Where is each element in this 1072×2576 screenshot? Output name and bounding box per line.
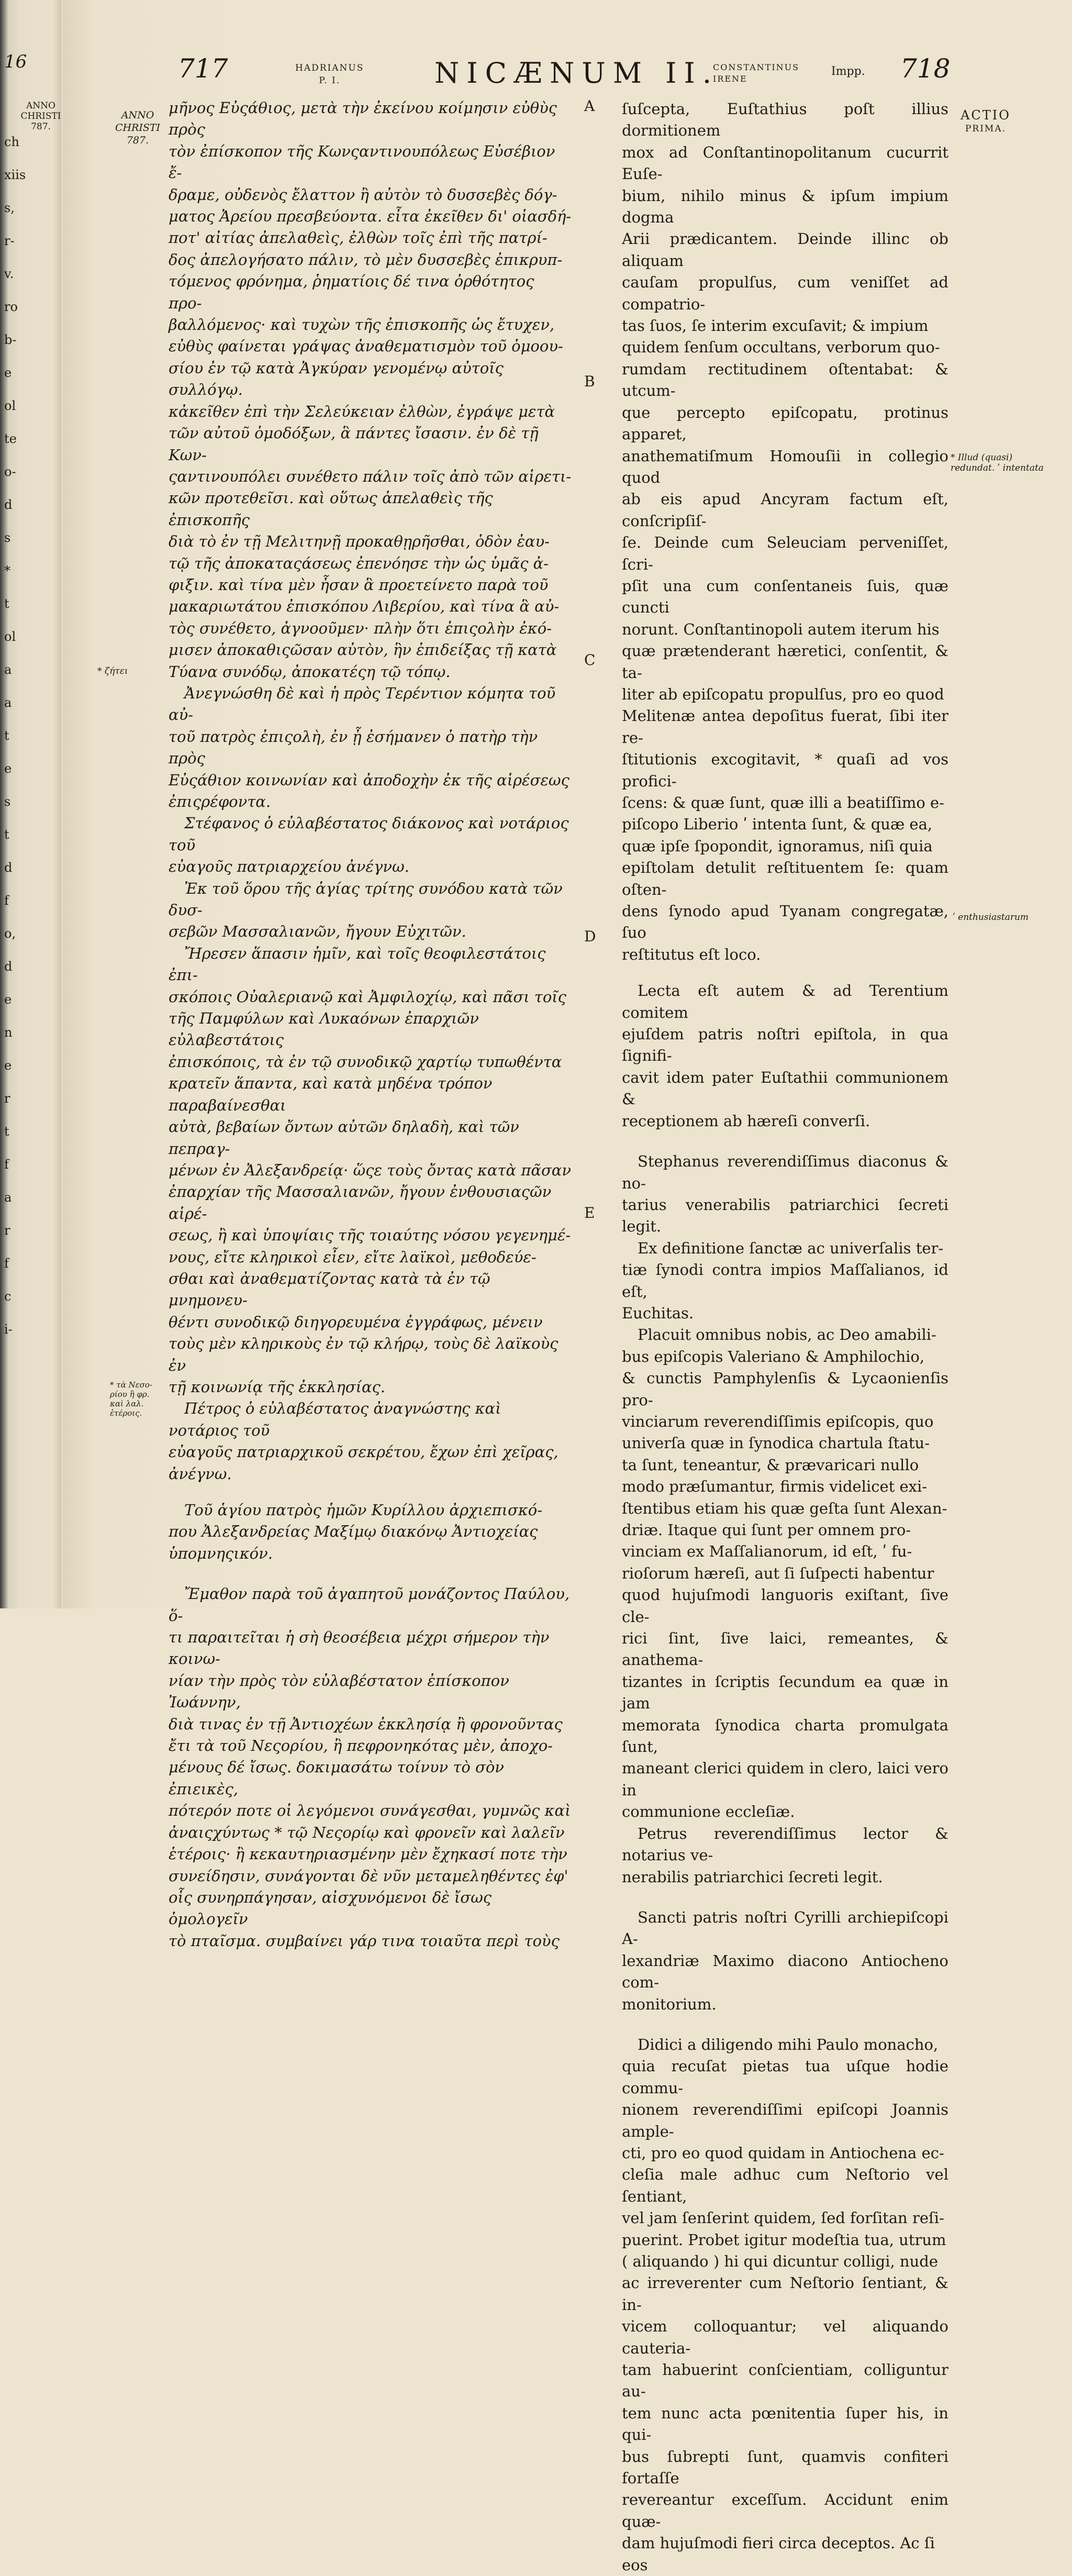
text-line: memorata ſynodica charta promulgata ſunt, — [622, 1716, 948, 1756]
gutter-year-note: ANNO CHRISTI 787. — [20, 101, 61, 132]
text-line: ſuſcepta, Euſtathius poſt illius dormitionem — [622, 100, 948, 140]
text-line: Πέτρος ὁ εὐλαβέστατος ἀναγνώστης καὶ νοτάριος τοῦ — [169, 1400, 501, 1439]
left-page-gutter — [0, 0, 63, 1608]
text-line: τοῦ πατρὸς ἐπιςολὴ, ἐν ᾗ ἐσήμανεν ὁ πατὴρ τὴν πρὸς — [169, 727, 538, 768]
text-line: ( aliquando ) hi qui dicuntur colligi, nude — [622, 2252, 938, 2270]
text-line: σίου ἐν τῷ κατὰ Ἀγκύραν γενομένῳ αὐτοῖς συλλόγῳ. — [169, 359, 504, 399]
text-line: ἐπαρχίαν τῆς Μασσαλιανῶν, ἤγουν ἐνθουσιαςῶν αἱρέ- — [169, 1183, 552, 1223]
section-letter-a: A — [584, 97, 595, 115]
header-emperor-1: CONSTANTINUS — [713, 62, 800, 72]
text-line: Ex definitione ſanctæ ac univerſalis ter- — [638, 1239, 944, 1257]
text-line: nerabilis patriarchici ſecreti legit. — [622, 1868, 883, 1886]
margin-note-enthusiastarum: ʹ enthusiastarum — [953, 912, 1029, 923]
text-line: εὐαγοῦς πατριαρχείου ἀνέγνω. — [169, 858, 409, 876]
text-line: ἀνέγνω. — [169, 1464, 232, 1483]
text-line: μένους δέ ἴσως. δοκιμασάτω τοίνυν τὸ σὸν ἐπιεικὲς, — [169, 1758, 504, 1798]
text-line: τόμενος φρόνημα, ῥηματίοις δέ τινα ὀρθότητος προ- — [169, 272, 534, 312]
text-line: tiæ ſynodi contra impios Maſſalianos, id eſt, — [622, 1261, 948, 1301]
text-line: τὸς συνέθετο, ἀγνοοῦμεν· πλὴν ὅτι ἐπιςολὴν ἐκό- — [169, 619, 552, 637]
text-line: Ἔμαθον παρὰ τοῦ ἀγαπητοῦ μονάζοντος Παύλου, ὅ- — [169, 1585, 570, 1625]
gutter-fragment: n — [4, 1025, 13, 1040]
gutter-fragment: t — [4, 1124, 9, 1139]
gutter-fragment: ch — [4, 135, 19, 149]
text-line: modo præſumantur, firmis videlicet exi- — [622, 1478, 928, 1496]
paragraph-gap — [622, 1888, 948, 1907]
gutter-fragment: * — [4, 563, 10, 578]
header-pope-name: HADRIANUS — [295, 63, 364, 73]
text-line: quidem ſenſum occultans, verborum quo- — [622, 338, 940, 357]
text-line: cauſam propulſus, cum veniſſet ad compatrio- — [622, 273, 948, 313]
gutter-fragment: a — [4, 662, 12, 677]
text-line: διὰ τινας ἐν τῇ Ἀντιοχέων ἐκκλησίᾳ ἢ φρονοῦντας — [169, 1715, 563, 1733]
margin-note-zhtei: * ζήτει — [97, 666, 128, 676]
gutter-fragment: a — [4, 695, 12, 710]
gutter-fragment: te — [4, 431, 17, 446]
paragraph — [622, 98, 948, 965]
text-line: Ἤρεσεν ἅπασιν ἡμῖν, καὶ τοῖς θεοφιλεστάτοις ἐπι- — [169, 944, 546, 984]
text-line: εὐαγοῦς πατριαρχικοῦ σεκρέτου, ἔχων ἐπὶ χεῖρας, — [169, 1443, 559, 1461]
gutter-fragment: ro — [4, 299, 18, 314]
text-line: ἐπιςρέφοντα. — [169, 793, 271, 810]
text-line: συνείδησιν, συνάγονται δὲ νῦν μεταμεληθέντες ἐφ' — [169, 1867, 568, 1885]
paragraph — [169, 1398, 572, 1485]
text-line: Lecta eſt autem & ad Terentium comitem — [622, 982, 948, 1021]
section-letter-e: E — [584, 1204, 595, 1222]
gutter-fragment: s — [4, 530, 11, 545]
text-line: τῆς Παμφύλων καὶ Λυκαόνων ἐπαρχιῶν εὐλαβεστάτοις — [169, 1009, 479, 1049]
text-line: βαλλόμενος· καὶ τυχὼν τῆς ἐπισκοπῆς ὡς ἔτυχεν, — [169, 316, 555, 334]
text-line: τοὺς μὲν κληρικοὺς ἐν τῷ κλήρῳ, τοὺς δὲ λαϊκοὺς ἐν — [169, 1335, 559, 1374]
text-line: μῆνος Εὐςάθιος, μετὰ τὴν ἐκείνου κοίμησιν εὐθὺς πρὸς — [169, 99, 557, 139]
text-line: anathematiſmum Homouſii in collegio quod — [622, 447, 948, 486]
text-line: σεως, ἢ καὶ ὑποψίαις τῆς τοιαύτης νόσου γεγενημέ- — [169, 1226, 571, 1245]
gutter-fragment: r- — [4, 234, 15, 248]
gutter-fragment: i- — [4, 1322, 13, 1337]
gutter-fragment: e — [4, 365, 12, 380]
header-emperors — [713, 62, 799, 85]
text-line: τὸ πταῖσμα. συμβαίνει γάρ τινα τοιαῦτα περὶ τοὺς — [169, 1931, 560, 1950]
text-line: μακαριωτάτου ἐπισκόπου Λιβερίου, καὶ τίνα ἃ αὐ- — [169, 597, 560, 616]
gutter-fragment: f — [4, 893, 9, 908]
section-letter-c: C — [584, 651, 596, 669]
text-line: norunt. Conſtantinopoli autem iterum his — [622, 620, 940, 638]
gutter-fragment: s, — [4, 201, 15, 215]
text-line: bus epiſcopis Valeriano & Amphilochio, — [622, 1347, 925, 1365]
text-line: monitorium. — [622, 1995, 717, 2013]
text-line: αὐτὰ, βεβαίων ὄντων αὐτῶν δηλαδὴ, καὶ τῶν πεπραγ- — [169, 1118, 519, 1158]
gutter-fragment: d — [4, 860, 13, 875]
text-line: cavit idem pater Euſtathii communionem & — [622, 1068, 948, 1108]
text-line: σκόποις Οὐαλεριανῷ καὶ Ἀμφιλοχίῳ, καὶ πᾶσι τοῖς — [169, 987, 566, 1006]
gutter-fragment: c — [4, 1289, 12, 1304]
gutter-fragment: e — [4, 761, 12, 776]
text-line: cleſia male adhuc cum Neſtorio vel ſentiant, — [622, 2166, 948, 2205]
text-line: lexandriæ Maximo diacono Antiocheno com- — [622, 1951, 948, 1992]
text-line: εὐθὺς φαίνεται γράψας ἀναθεματισμὸν τοῦ ὁμοου- — [169, 337, 563, 356]
page-number-left: 717 — [178, 53, 228, 84]
text-line: pſit una cum conſentaneis ſuis, quæ cuncti — [622, 576, 948, 617]
text-line: quia recuſat pietas tua uſque hodie commu- — [622, 2057, 948, 2097]
text-line: κἀκεῖθεν ἐπὶ τὴν Σελεύκειαν ἐλθὼν, ἐγράψε μετὰ — [169, 402, 555, 420]
text-line: puerint. Probet igitur modeſtia tua, utrum — [622, 2230, 946, 2249]
text-line: vel jam ſenſerint quidem, ſed forſitan reſi- — [622, 2209, 944, 2227]
prima-label: PRIMA. — [965, 124, 1007, 134]
text-line: reſtitutus eſt loco. — [622, 945, 761, 963]
text-line: ςαντινουπόλει συνέθετο πάλιν τοῖς ἀπὸ τῶν αἱρετι- — [169, 467, 572, 485]
text-line: dens ſynodo apud Tyanam congregatæ, ſuo — [622, 902, 948, 942]
text-line: Didici a diligendo mihi Paulo monacho, — [638, 2035, 939, 2053]
gutter-page-number: 16 — [4, 51, 27, 72]
text-line: vinciarum reverendiſſimis epiſcopis, quo — [622, 1412, 934, 1430]
text-line: revereantur exceſſum. Accidunt enim quæ- — [622, 2491, 948, 2530]
text-line: θέντι συνοδικῷ διηγορευμένα ἐγγράφως, μένειν — [169, 1313, 543, 1331]
text-line: Petrus reverendiſſimus lector & notarius ve- — [622, 1824, 948, 1864]
text-line: νίαν τὴν πρὸς τὸν εὐλαβέστατον ἐπίσκοπον Ἰωάννην, — [169, 1671, 509, 1712]
text-line: ἐπισκόποις, τὰ ἐν τῷ συνοδικῷ χαρτίῳ τυπωθέντα — [169, 1052, 562, 1071]
text-line: τὸν ἐπίσκοπον τῆς Κωνςαντινουπόλεως Εὐσέβιον ἔ- — [169, 142, 555, 182]
text-line: quæ prætenderant hæretici, conſentit, & ta- — [622, 642, 948, 682]
text-line: τι παραιτεῖται ἡ σὴ θεοσέβεια μέχρι σήμερον τὴν κοινω- — [169, 1628, 550, 1668]
text-line: tizantes in ſcriptis ſecundum ea quæ in jam — [622, 1672, 948, 1713]
text-line: vinciam ex Maſſalianorum, id eſt, ʹ fu- — [622, 1542, 912, 1561]
gutter-fragment: t — [4, 827, 9, 842]
gutter-fragment: e — [4, 1058, 12, 1073]
text-line: Placuit omnibus nobis, ac Deo amabili- — [638, 1326, 936, 1344]
text-line: μένων ἐν Ἀλεξανδρείᾳ· ὥςε τοὺς ὄντας κατὰ πᾶσαν — [169, 1161, 572, 1179]
margin-year-note: ANNO CHRISTI 787. — [115, 109, 161, 146]
paragraph — [622, 1907, 948, 2015]
header-pope — [295, 62, 364, 87]
gutter-text-fragments — [4, 126, 26, 1346]
running-title: NICÆNUM II. — [434, 57, 719, 90]
text-line: communione eccleſiæ. — [622, 1803, 795, 1821]
paragraph — [169, 878, 572, 943]
gutter-fragment: f — [4, 1157, 9, 1172]
gutter-fragment: d — [4, 959, 13, 974]
text-line: nionem reverendiſſimi epiſcopi Joannis ample- — [622, 2101, 948, 2140]
text-line: quod hujuſmodi languoris exiſtant, ſive cle- — [622, 1586, 948, 1626]
text-line: ejuſdem patris noſtri epiſtola, in qua ſignifi- — [622, 1025, 948, 1065]
greek-column — [169, 97, 572, 1952]
text-line: tas ſuos, ſe interim excuſavit; & impium — [622, 317, 929, 335]
text-line: que percepto epiſcopatu, protinus apparet, — [622, 403, 948, 443]
text-line: bus ſubrepti ſunt, quamvis confiteri fortaſſe — [622, 2447, 948, 2488]
text-line: Sancti patris noſtri Cyrilli archiepiſcopi A- — [622, 1908, 948, 1948]
text-line: mox ad Conſtantinopolitanum cucurrit Euſe- — [622, 143, 948, 183]
text-line: maneant clerici quidem in clero, laici vero in — [622, 1759, 948, 1799]
text-line: tem nunc acta pœnitentia ſuper his, in qui- — [622, 2404, 948, 2444]
gutter-fragment: r — [4, 1223, 10, 1238]
text-line: cti, pro eo quod quidam in Antiochena ec- — [622, 2144, 944, 2162]
text-line: tam habuerint conſcientiam, colliguntur au- — [622, 2361, 948, 2401]
gutter-fragment: ol — [4, 629, 16, 644]
text-line: Arii prædicantem. Deinde illinc ob aliquam — [622, 230, 948, 270]
paragraph-gap — [622, 965, 948, 980]
text-line: rioſorum hæreſi, aut ſi ſuſpecti habentur — [622, 1564, 934, 1582]
text-line: κρατεῖν ἅπαντα, καὶ κατὰ μηδένα τρόπον παραβαίνεσθαι — [169, 1074, 493, 1114]
text-line: Melitenæ antea depoſitus fuerat, ſibi iter re- — [622, 707, 948, 747]
gutter-fragment: f — [4, 1256, 9, 1271]
paragraph-gap — [622, 2015, 948, 2034]
text-line: ἀναιςχύντως * τῷ Νεςορίῳ καὶ φρονεῖν καὶ λαλεῖν — [169, 1823, 565, 1841]
page-number-right: 718 — [900, 53, 951, 84]
text-line: receptionem ab hæreſi converſi. — [622, 1112, 870, 1130]
text-line: ab eis apud Ancyram factum eſt, conſcripſiſ- — [622, 490, 948, 530]
gutter-fragment: s — [4, 794, 11, 809]
gutter-fragment: e — [4, 992, 12, 1007]
gutter-fragment: d — [4, 497, 13, 512]
gutter-fragment: t — [4, 728, 9, 743]
text-line: ματος Ἀρείου πρεσβεύοντα. εἶτα ἐκεῖθεν δι' οἱασδή- — [169, 207, 572, 226]
paragraph — [622, 1151, 948, 1238]
text-line: δος ἀπελογήσατο πάλιν, τὸ μὲν δυσσεβὲς ἐπικρυπ- — [169, 250, 563, 269]
text-line: διὰ τὸ ἐν τῇ Μελιτηνῇ προκαθῃρῆσθαι, ὁδὸν ἑαυ- — [169, 532, 550, 551]
paragraph — [169, 683, 572, 813]
header-pope-year: P. I. — [319, 75, 341, 86]
text-line: piſcopo Liberio ʹ intenta ſunt, & quæ ea, — [622, 815, 933, 834]
text-line: ſe. Deinde cum Seleuciam perveniſſet, ſcri- — [622, 534, 948, 573]
text-line: Stephanus reverendiſſimus diaconus & no- — [622, 1152, 948, 1192]
gutter-fragment: b- — [4, 332, 17, 347]
text-line: dam hujuſmodi fieri circa deceptos. Ac ſi — [622, 2534, 935, 2552]
paragraph — [169, 1500, 572, 1564]
paragraph — [622, 2034, 948, 2576]
text-line: & cunctis Pamphylenſis & Lycaonienſis pro- — [622, 1369, 948, 1409]
gutter-fragment: t — [4, 596, 9, 611]
text-line: κῶν προτεθεῖσι. καὶ οὕτως ἀπελαθεὶς τῆς ἐπισκοπῆς — [169, 489, 493, 529]
text-line: πότερόν ποτε οἱ λεγόμενοι συνάγεσθαι, γυμνῶς καὶ — [169, 1802, 571, 1820]
gutter-fragment: r — [4, 1091, 10, 1106]
text-line: Στέφανος ὁ εὐλαβέστατος διάκονος καὶ νοτάριος τοῦ — [169, 814, 569, 854]
text-line: τῶν αὐτοῦ ὁμοδόξων, ἃ πάντες ἴσασιν. ἐν δὲ τῇ Κων- — [169, 424, 539, 464]
paragraph — [622, 1324, 948, 1823]
text-line: eos — [622, 2556, 648, 2574]
text-line: univerſa quæ in ſynodica chartula ſtatu- — [622, 1434, 930, 1452]
text-line: ſcens: & quæ ſunt, quæ illi a beatiſſimo e- — [622, 794, 944, 812]
text-line: νους, εἴτε κληρικοὶ εἶεν, εἴτε λαϊκοὶ, μεθοδεύε- — [169, 1248, 537, 1266]
header-emperor-2: IRENE — [713, 74, 747, 84]
margin-actio — [952, 109, 1046, 135]
text-line: bium, nihilo minus & ipſum impium dogma — [622, 186, 948, 227]
latin-column — [622, 98, 948, 2576]
text-line: ſtitutionis excogitavit, * quaſi ad vos profici- — [622, 750, 948, 790]
text-line: μισεν ἀποκαθιςῶσαν αὐτὸν, ἣν ἐπιδείξας τῇ κατὰ — [169, 641, 557, 659]
section-letter-d: D — [584, 928, 596, 945]
text-line: οἷς συνηρπάγησαν, αἰσχυνόμενοι δὲ ἴσως ὁμολογεῖν — [169, 1888, 492, 1928]
text-line: Τύανα συνόδῳ, ἀποκατέςη τῷ τόπῳ. — [169, 662, 451, 681]
paragraph — [169, 943, 572, 1398]
text-line: Τοῦ ἁγίου πατρὸς ἡμῶν Κυρίλλου ἀρχιεπισκό- — [184, 1501, 543, 1519]
text-line: ὑπομνηςικόν. — [169, 1544, 273, 1562]
text-line: σεβῶν Μασσαλιανῶν, ἤγουν Εὐχιτῶν. — [169, 923, 466, 941]
text-line: Εὐςάθιον κοινωνίαν καὶ ἀποδοχὴν ἐκ τῆς αἱρέσεως — [169, 771, 570, 789]
text-line: τῷ τῆς ἀποκαταςάσεως ἐπενόησε τὴν ὡς ὑμᾶς ἀ- — [169, 554, 549, 572]
text-line: liter ab epiſcopatu propulſus, pro eo quod — [622, 685, 944, 703]
text-line: ſtentibus etiam his quæ geſta ſunt Alexan- — [622, 1499, 947, 1517]
text-line: vicem colloquantur; vel aliquando cauteria- — [622, 2317, 948, 2357]
text-line: rici ſint, ſive laici, remeantes, & anathema- — [622, 1629, 948, 1669]
text-line: που Ἀλεξανδρείας Μαξίμῳ διακόνῳ Ἀντιοχείας — [169, 1523, 538, 1541]
paragraph — [169, 813, 572, 878]
text-line: δραμε, οὐδενὸς ἔλαττον ἢ αὐτὸν τὸ δυσσεβὲς δόγ- — [169, 185, 557, 204]
margin-note-illud: * Illud (quasi) redundat. ʹ intentata — [951, 452, 1044, 473]
text-line: ἑτέροις· ἢ κεκαυτηριασμένην μὲν ἔχηκασί ποτε τὴν — [169, 1845, 567, 1863]
text-line: τῇ κοινωνίᾳ τῆς ἐκκλησίας. — [169, 1378, 386, 1396]
text-line: Ἀνεγνώσθη δὲ καὶ ἡ πρὸς Τερέντιον κόμητα τοῦ αὐ- — [169, 684, 556, 724]
paragraph-gap — [622, 1132, 948, 1151]
text-line: driæ. Itaque qui ſunt per omnem pro- — [622, 1521, 911, 1539]
paragraph — [622, 980, 948, 1132]
gutter-fragment: a — [4, 1190, 12, 1205]
text-line: quæ ipſe ſpopondit, ignoramus, niſi quia — [622, 837, 933, 855]
text-line: σθαι καὶ ἀναθεματίζοντας κατὰ τὰ ἐν τῷ μνημονευ- — [169, 1269, 490, 1309]
gutter-fragment: v. — [4, 267, 14, 281]
text-line: ποτ' αἰτίας ἀπελαθεὶς, ἐλθὼν τοῖς ἐπὶ τῆς πατρί- — [169, 229, 548, 247]
paragraph — [169, 1583, 572, 1952]
gutter-fragment: xiis — [4, 168, 26, 182]
text-line: φιξιν. καὶ τίνα μὲν ἦσαν ἃ προετείνετο παρὰ τοῦ — [169, 575, 549, 594]
actio-label: ACTIO — [961, 108, 1011, 123]
section-letter-b: B — [584, 373, 595, 390]
paragraph — [622, 1238, 948, 1325]
margin-note-nestorio: * τὰ Νεσο-ρίου ἢ φρ. καὶ λαλ. ἑτέροις. — [110, 1380, 152, 1418]
gutter-fragment: o, — [4, 926, 16, 941]
paragraph-gap — [169, 1564, 572, 1583]
paragraph-gap — [169, 1485, 572, 1500]
gutter-fragment: ol — [4, 398, 16, 413]
text-line: Ἐκ τοῦ ὅρου τῆς ἁγίας τρίτης συνόδου κατὰ τῶν δυσ- — [169, 879, 563, 919]
text-line: ἔτι τὰ τοῦ Νεςορίου, ἢ πεφρονηκότας μὲν, ἀποχο- — [169, 1737, 553, 1755]
text-line: rumdam rectitudinem oſtentabat: & utcum- — [622, 360, 948, 400]
text-line: Euchitas. — [622, 1304, 694, 1322]
text-line: ta ſunt, teneantur, & prævaricari nullo — [622, 1456, 919, 1474]
text-line: tarius venerabilis patriarchici ſecreti legit. — [622, 1195, 948, 1236]
header-impp: Impp. — [831, 65, 865, 78]
paragraph — [169, 97, 572, 683]
paragraph — [622, 1823, 948, 1888]
gutter-fragment: o- — [4, 464, 16, 479]
text-line: ac irreverenter cum Neſtorio ſentiant, & in- — [622, 2274, 948, 2314]
text-line: epiſtolam detulit reſtituentem ſe: quam oſten- — [622, 859, 948, 898]
